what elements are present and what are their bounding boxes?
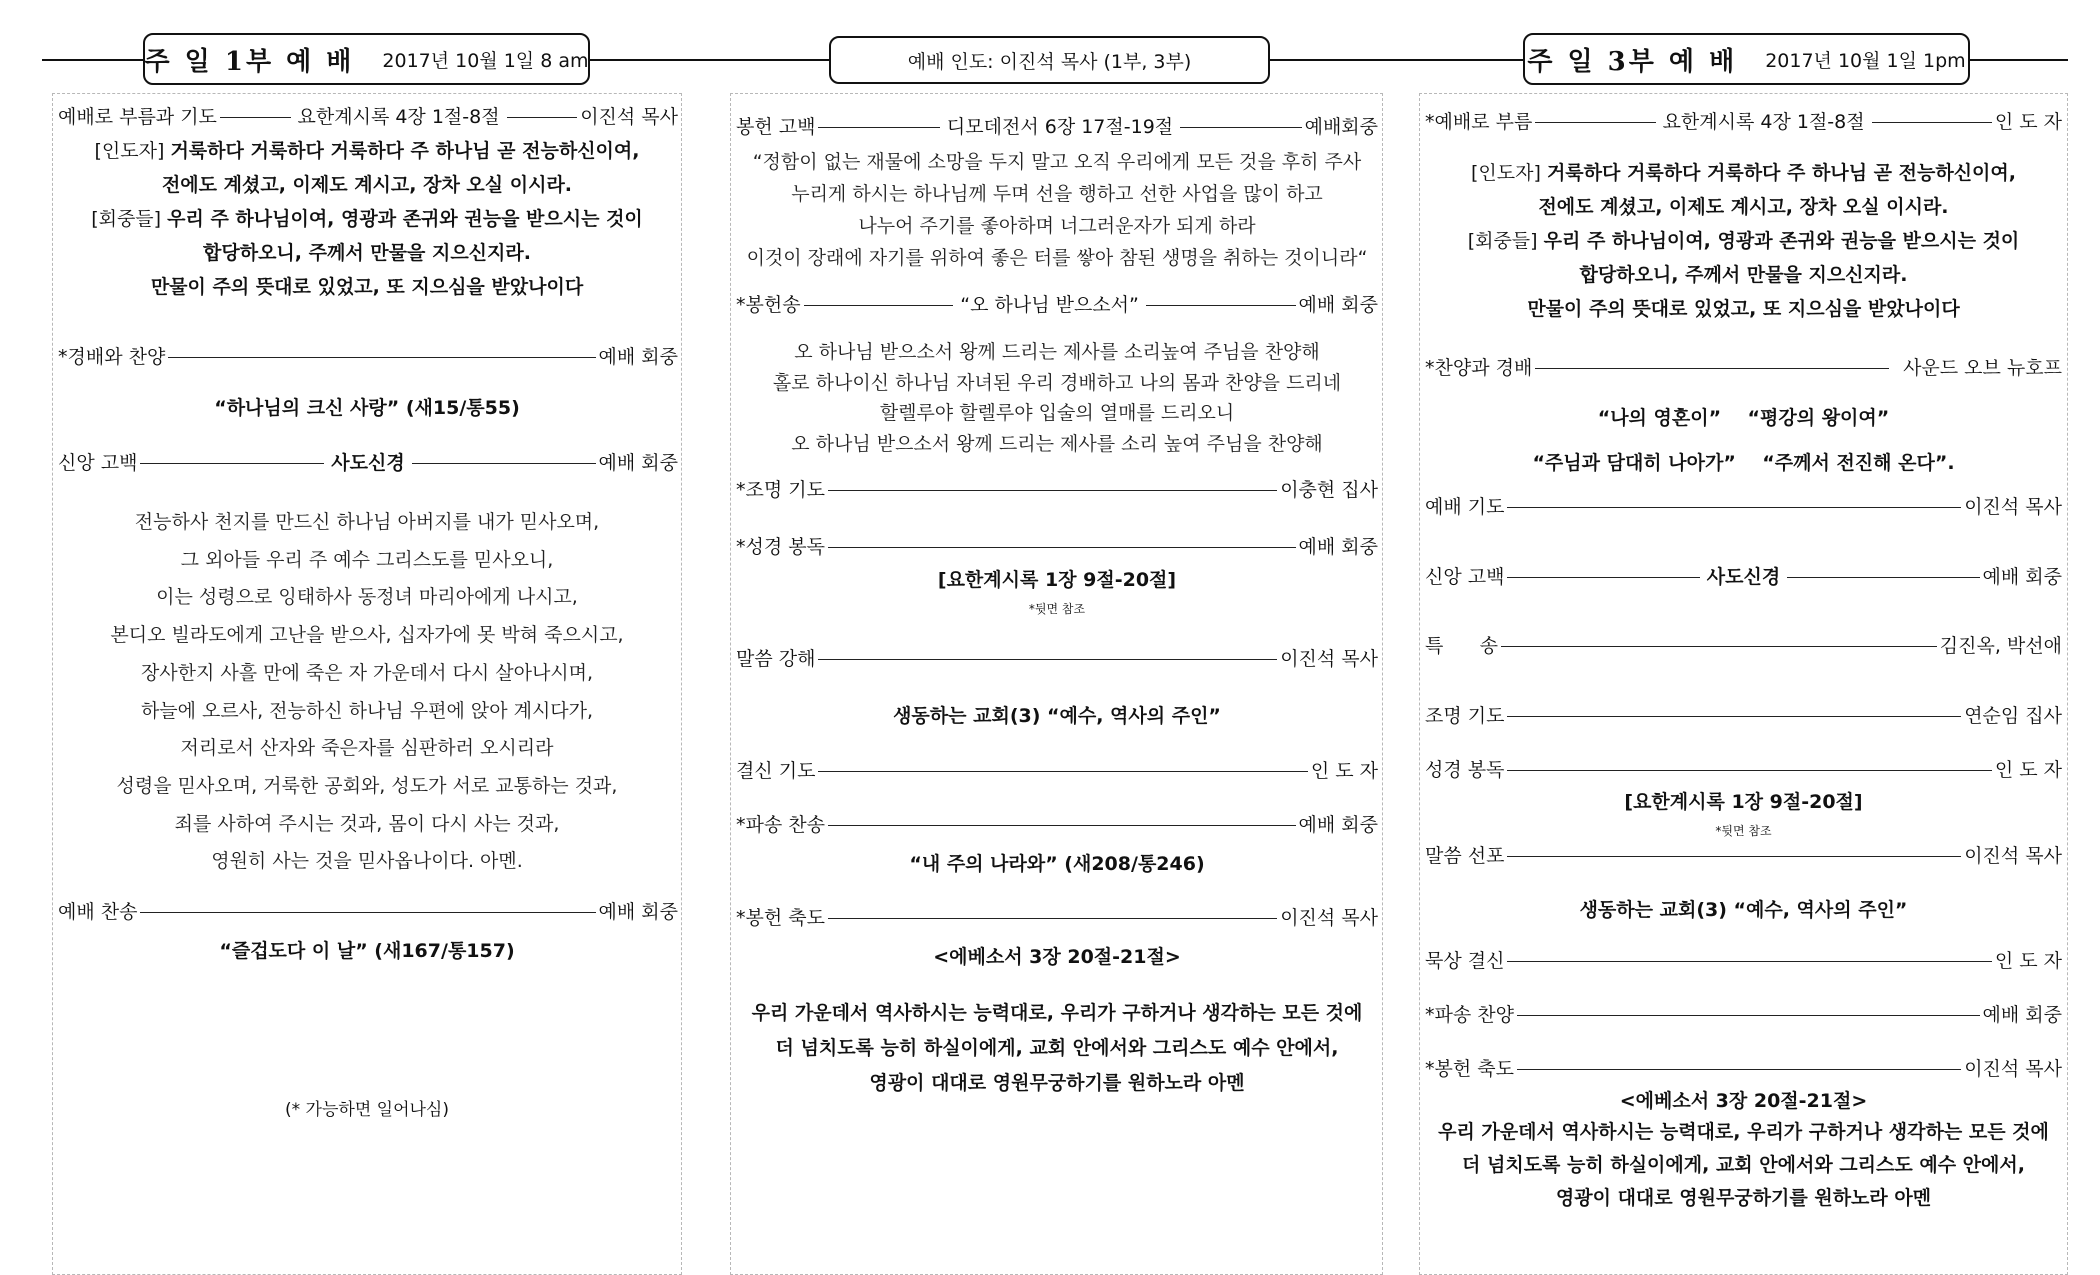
- worship-hymn-song: “즐겁도다 이 날” (새167/통157): [219, 940, 515, 962]
- worship-hymn: 예배 찬송 예배 회중: [58, 901, 678, 923]
- creed-text: 전능하사 천지를 만드신 하나님 아버지를 내가 믿사오며, 그 외아들 우리 주 예수 그리스도를 믿사오니, 이는 성령으로 잉태하사 동정녀 마리아에게 나시고, 본디오 빌라도에게 고난을 받으사, 십자가에 못 박혀 죽으시고, 장사한지 사흘 만에 죽은 자 가운데서 다시 살아나시며, 하늘에 오르사, 전능하신 하나님 우편에 앉아 계시다가, 저리로서 산자와 죽은자를 심판하러 오시리라 성령을 믿사오며, 거룩한 공회와, 성도가 서로 교통하는 것과, 죄를 사하여 주시는 것과, 몸이 다시 사는 것과, 영원히 사는 것을 믿사옵나이다. 아멘.: [110, 511, 624, 873]
- benediction-reference: <에베소서 3장 20절-21절>: [933, 946, 1181, 968]
- service-1-header: [143, 33, 590, 85]
- creed: 신앙 고백 사도신경 예배 회중: [58, 452, 679, 474]
- illumination-prayer: *조명 기도 이충현 집사: [736, 479, 1378, 501]
- benediction-text-3: 우리 가운데서 역사하시는 능력대로, 우리가 구하거나 생각하는 모든 것에 더 넘치도록 능히 하실이에게, 교회 안에서와 그리스도 예수 안에서, 영광이 대대로 영원무궁하기를 원하노라 아멘: [1438, 1121, 2049, 1209]
- service-3-title: 주 일 3부 예 배: [1527, 46, 1738, 77]
- praise-worship-3: *찬양과 경배 사운드 오브 뉴호프: [1425, 357, 2062, 379]
- reading-note: *뒷면 참조: [1028, 602, 1086, 616]
- call-to-worship: 예배로 부름과 기도 요한계시록 4장 1절-8절 이진석 목사: [58, 106, 678, 128]
- leader-text: 예배 인도: 이진석 목사 (1부, 3부): [907, 50, 1192, 73]
- scripture-reading-3: 성경 봉독 인 도 자: [1425, 759, 2062, 781]
- illumination-prayer-3: 조명 기도 연순임 집사: [1425, 705, 2062, 727]
- praise-song: “하나님의 크신 사랑” (새15/통55): [214, 397, 520, 419]
- sermon: 말씀 강해 이진석 목사: [736, 648, 1378, 670]
- offering-song-lyrics: 오 하나님 받으소서 왕께 드리는 제사를 소리높여 주님을 찬양해 홀로 하나이신 하나님 자녀된 우리 경배하고 나의 몸과 찬양을 드리네 할렐루야 할렐루야 입술의 열매를 드리오니 오 하나님 받으소서 왕께 드리는 제사를 소리 높여 주님을 찬양해: [772, 341, 1342, 455]
- benediction-reference-3: <에베소서 3장 20절-21절>: [1619, 1090, 1868, 1112]
- offering-song: *봉헌송 “오 하나님 받으소서” 예배 회중: [736, 294, 1379, 316]
- decision-prayer: 결신 기도 인 도 자: [736, 760, 1378, 782]
- creed-3: 신앙 고백 사도신경 예배 회중: [1425, 566, 2063, 588]
- leader-header: [829, 36, 1270, 84]
- offering-verse: “정함이 없는 재물에 소망을 두지 말고 오직 우리에게 모든 것을 후히 주사 누리게 하시는 하나님께 두며 선을 행하고 선한 사업을 많이 하고 나누어 주기를 좋아하며 너그러운자가 되게 하라 이것이 장래에 자기를 위하여 좋은 터를 쌓아 참된 생명을 취하는 것이니라“: [746, 151, 1368, 269]
- call-to-worship-3: *예배로 부름 요한계시록 4장 1절-8절 인 도 자: [1425, 111, 2063, 133]
- special-song-3: 특 송 김진옥, 박선애: [1425, 635, 2062, 657]
- benediction-3: *봉헌 축도 이진석 목사: [1425, 1058, 2062, 1080]
- reading-reference-3: [요한계시록 1장 9절-20절]: [1624, 791, 1863, 813]
- service-3-header: [1523, 33, 1970, 85]
- reading-reference: [요한계시록 1장 9절-20절]: [937, 569, 1177, 591]
- sending-hymn-3: *파송 찬양 예배 회중: [1425, 1004, 2062, 1026]
- worship-prayer-3: 예배 기도 이진석 목사: [1425, 496, 2062, 518]
- sending-hymn-song: “내 주의 나라와” (새208/통246): [909, 853, 1205, 875]
- praise-songs-1: “나의 영혼이” “평강의 왕이여”: [1597, 407, 1890, 429]
- benediction: *봉헌 축도 이진석 목사: [736, 907, 1378, 929]
- sending-hymn: *파송 찬송 예배 회중: [736, 814, 1378, 836]
- service-3-date: 2017년 10월 1일 1pm: [1765, 49, 1966, 72]
- service-1-title: 주 일 1부 예 배: [144, 46, 355, 77]
- praise-songs-2: “주님과 담대히 나아가” “주께서 전진해 온다”.: [1532, 452, 1955, 474]
- praise-worship: *경배와 찬양 예배 회중: [58, 346, 678, 368]
- responsive-reading-3: [인도자] 거룩하다 거룩하다 거룩하다 주 하나님 곧 전능하신이여, 전에도 계셨고, 이제도 계시고, 장차 오실 이시라. [회중들] 우리 주 하나님이여, 영광과 존귀와 권능을 받으시는 것이 합당하오니, 주께서 만물을 지으신지라. 만물이 주의 뜻대로 있었고, 또 지으심을 받았나이다: [1467, 162, 2020, 320]
- meditation-3: 묵상 결신 인 도 자: [1425, 950, 2062, 972]
- footnote: (* 가능하면 일어나심): [285, 1100, 449, 1120]
- sermon-title: 생동하는 교회(3) “예수, 역사의 주인”: [893, 705, 1221, 727]
- scripture-reading: *성경 봉독 예배 회중: [736, 536, 1378, 558]
- sermon-title-3: 생동하는 교회(3) “예수, 역사의 주인”: [1579, 899, 1908, 921]
- reading-note-3: *뒷면 참조: [1715, 824, 1772, 838]
- benediction-text: 우리 가운데서 역사하시는 능력대로, 우리가 구하거나 생각하는 모든 것에 더 넘치도록 능히 하실이에게, 교회 안에서와 그리스도 예수 안에서, 영광이 대대로 영원무궁하기를 원하노라 아멘: [751, 1002, 1363, 1094]
- responsive-reading: [인도자] 거룩하다 거룩하다 거룩하다 주 하나님 곧 전능하신이여, 전에도 계셨고, 이제도 계시고, 장차 오실 이시라. [회중들] 우리 주 하나님이여, 영광과 존귀와 권능을 받으시는 것이 합당하오니, 주께서 만물을 지으신지라. 만물이 주의 뜻대로 있었고, 또 지으심을 받았나이다: [91, 140, 643, 298]
- service-1-date: 2017년 10월 1일 8 am: [382, 49, 589, 72]
- sermon-3: 말씀 선포 이진석 목사: [1425, 845, 2062, 867]
- offering-confession: 봉헌 고백 디모데전서 6장 17절-19절 예배회중: [736, 116, 1379, 138]
